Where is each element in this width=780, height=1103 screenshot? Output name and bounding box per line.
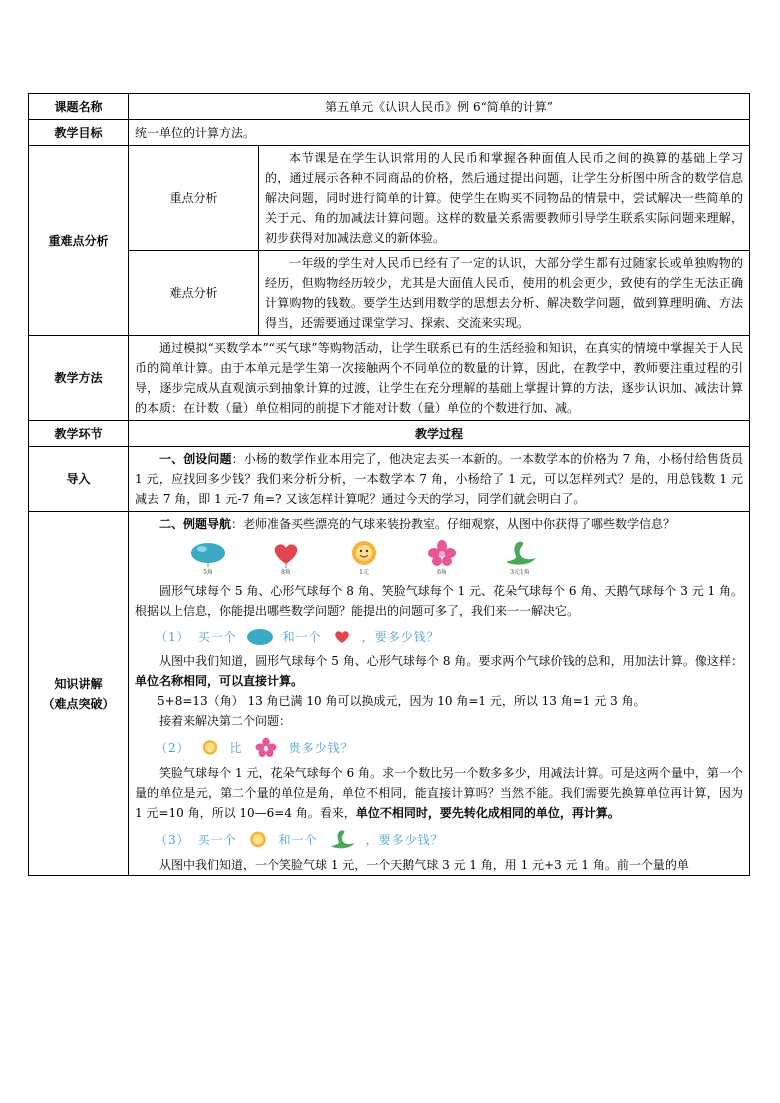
knowledge-calc1: 5+8=13（角） 13 角已满 10 角可以换成元，因为 10 角=1 元，所以 13 角=1 元 3 角。 xyxy=(157,694,646,708)
q3-text-a: 买一个 xyxy=(197,833,237,847)
smiley-balloon-icon xyxy=(198,738,222,758)
round-balloon-icon xyxy=(245,628,275,646)
intro-cell xyxy=(129,447,750,512)
balloon-heart-price: 8角 xyxy=(281,569,291,576)
row-intro xyxy=(29,447,750,512)
row-method xyxy=(29,336,750,421)
flower-balloon-icon xyxy=(422,540,462,568)
row-stage xyxy=(29,421,750,447)
balloon-flower xyxy=(403,540,481,577)
question-2 xyxy=(155,737,743,759)
lesson-plan-table xyxy=(28,93,750,876)
smiley-balloon-icon xyxy=(344,540,384,568)
hard-point-text: 一年级的学生对人民币已经有了一定的认识，大部分学生都有过随家长或单独购物的经历，但购物经历较少，尤其是大面值人民币，使用的机会更少，致使有的学生无法正确计算购物的钱数。要学生达到用数学的思想去分析、解决数学问题，做到算理明确、方法得当，还需要通过课堂学习、探索、交流来实现。 xyxy=(265,256,743,330)
knowledge-para2-text: 从图中我们知道，圆形气球每个 5 角、心形气球每个 8 角。要求两个气球价钱的总和，用加法计算。像这样： xyxy=(159,654,743,668)
knowledge-next: 接着来解决第二个问题： xyxy=(159,714,292,728)
row-key-point xyxy=(29,146,750,251)
balloon-swan xyxy=(481,540,559,577)
flower-balloon-icon xyxy=(251,737,281,759)
stage-value: 教学过程 xyxy=(129,421,750,447)
q3-text-c: ，要多少钱？ xyxy=(365,833,444,847)
knowledge-para1: 圆形气球每个 5 角、心形气球每个 8 角、笑脸气球每个 1 元、花朵气球每个 6 角、天鹅气球每个 3 元 1 角。根据以上信息，你能提出哪些数学问题？能提出的问题可多了，我们来一一解决它。 xyxy=(135,584,743,618)
balloon-heart xyxy=(247,540,325,577)
q1-text-a: 买一个 xyxy=(197,630,237,644)
heart-balloon-icon xyxy=(330,628,354,646)
difficulty-label: 重难点分析 xyxy=(29,146,129,336)
method-text: 通过模拟“买数学本”“买气球”等购物活动，让学生联系已有的生活经验和知识，在真实的情境中掌握关于人民币的简单计算。由于本单元是学生第一次接触两个不同单位的数量的计算，因此，在教学中，教师要注重过程的引导，逐步完成从直观演示到抽象计算的过渡，让学生在充分理解的基础上掌握计算的方法，逐步认识加、减法计算的本质：在计数（量）单位相同的前提下才能对计数（量）单位的个数进行加、减。 xyxy=(135,341,743,415)
method-cell xyxy=(129,336,750,421)
smiley-balloon-icon xyxy=(245,830,271,850)
intro-text: ：小杨的数学作业本用完了，他决定去买一本新的。一本数学本的价格为 7 角，小杨付给售货员 1 元，应找回多少钱？我们来分析分析，一本数学本 7 角，小杨给了 1 元，可以怎样列式？是的，用总钱数 1 元减去 7 角，即 1 元-7 角=? 又该怎样计算呢？通过今天的学习，同学们就会明白了。 xyxy=(135,452,743,506)
knowledge-heading-paragraph xyxy=(135,514,743,534)
key-point-text: 本节课是在学生认识常用的人民币和掌握各种面值人民币之间的换算的基础上学习的，通过展示各种不同商品的价格，然后通过提出问题，让学生分析图中所含的数学信息解决问题，同时进行简单的计算。使学生在购买不同物品的情景中，尝试解决一些简单的关于元、角的加减法计算问题。这样的数量关系需要教师引导学生联系实际问题来理解，初步获得对加减法意义的新体验。 xyxy=(265,151,743,245)
intro-paragraph xyxy=(135,449,743,509)
q1-text-c: ，要多少钱？ xyxy=(361,630,440,644)
knowledge-para3-bold: 单位不相同时，要先转化成相同的单位，再计算。 xyxy=(355,806,620,820)
q2-text-a: 比 xyxy=(229,741,243,755)
heart-balloon-icon xyxy=(266,540,306,568)
knowledge-para2-bold: 单位名称相同，可以直接计算。 xyxy=(135,674,304,688)
round-balloon-icon xyxy=(188,540,228,568)
row-knowledge xyxy=(29,512,750,876)
key-point-label: 重点分析 xyxy=(129,146,259,251)
balloon-smiley-price: 1元 xyxy=(359,569,369,576)
q1-number: （1） xyxy=(155,630,190,644)
balloon-round-price: 5角 xyxy=(203,569,213,576)
swan-balloon-icon xyxy=(326,829,358,851)
knowledge-label: 知识讲解 xyxy=(54,676,103,691)
knowledge-para3-text: 笑脸气球每个 1 元，花朵气球每个 6 角。求一个数比另一个数多多少，用减法计算。可是这两个量中，第一个量的单位是元，第二个量的单位是角，单位不相同，能直接计算吗？当然不能。我们需要先换算单位再计算，因为 1 元=10 角，所以 10—6=4 角。看来， xyxy=(135,766,743,820)
goal-value: 统一单位的计算方法。 xyxy=(129,120,750,146)
question-1 xyxy=(155,627,743,647)
row-title xyxy=(29,94,750,120)
method-label: 教学方法 xyxy=(29,336,129,421)
knowledge-cell xyxy=(129,512,750,876)
balloon-smiley xyxy=(325,540,403,577)
knowledge-label-cell xyxy=(29,512,129,876)
q3-text-b: 和一个 xyxy=(278,833,318,847)
knowledge-heading: 二、例题导航 xyxy=(159,517,232,531)
row-goal xyxy=(29,120,750,146)
knowledge-para3 xyxy=(135,763,743,823)
balloon-flower-price: 6角 xyxy=(437,569,447,576)
intro-heading: 一、创设问题 xyxy=(159,452,232,466)
title-value: 第五单元《认识人民币》例 6“简单的计算” xyxy=(129,94,750,120)
q2-text-b: 贵多少钱？ xyxy=(288,741,354,755)
balloon-strip xyxy=(169,540,743,577)
swan-balloon-icon xyxy=(500,540,540,568)
q3-number: （3） xyxy=(155,833,190,847)
q2-number: （2） xyxy=(155,741,190,755)
knowledge-label-sub: （难点突破） xyxy=(42,696,115,711)
q1-text-b: 和一个 xyxy=(282,630,322,644)
hard-point-label: 难点分析 xyxy=(129,251,259,336)
stage-label: 教学环节 xyxy=(29,421,129,447)
title-label: 课题名称 xyxy=(29,94,129,120)
knowledge-heading-text: ：老师准备买些漂亮的气球来装扮教室。仔细观察，从图中你获得了哪些数学信息？ xyxy=(231,517,676,531)
knowledge-para2 xyxy=(135,651,743,691)
knowledge-para4: 从图中我们知道，一个笑脸气球 1 元，一个天鹅气球 3 元 1 角，用 1 元+3 元 1 角。前一个量的单 xyxy=(159,858,689,872)
balloon-round xyxy=(169,540,247,577)
goal-label: 教学目标 xyxy=(29,120,129,146)
row-hard-point xyxy=(29,251,750,336)
key-point-cell xyxy=(259,146,750,251)
question-3 xyxy=(155,829,743,851)
hard-point-cell xyxy=(259,251,750,336)
balloon-swan-price: 3元1角 xyxy=(510,569,530,576)
intro-label: 导入 xyxy=(29,447,129,512)
